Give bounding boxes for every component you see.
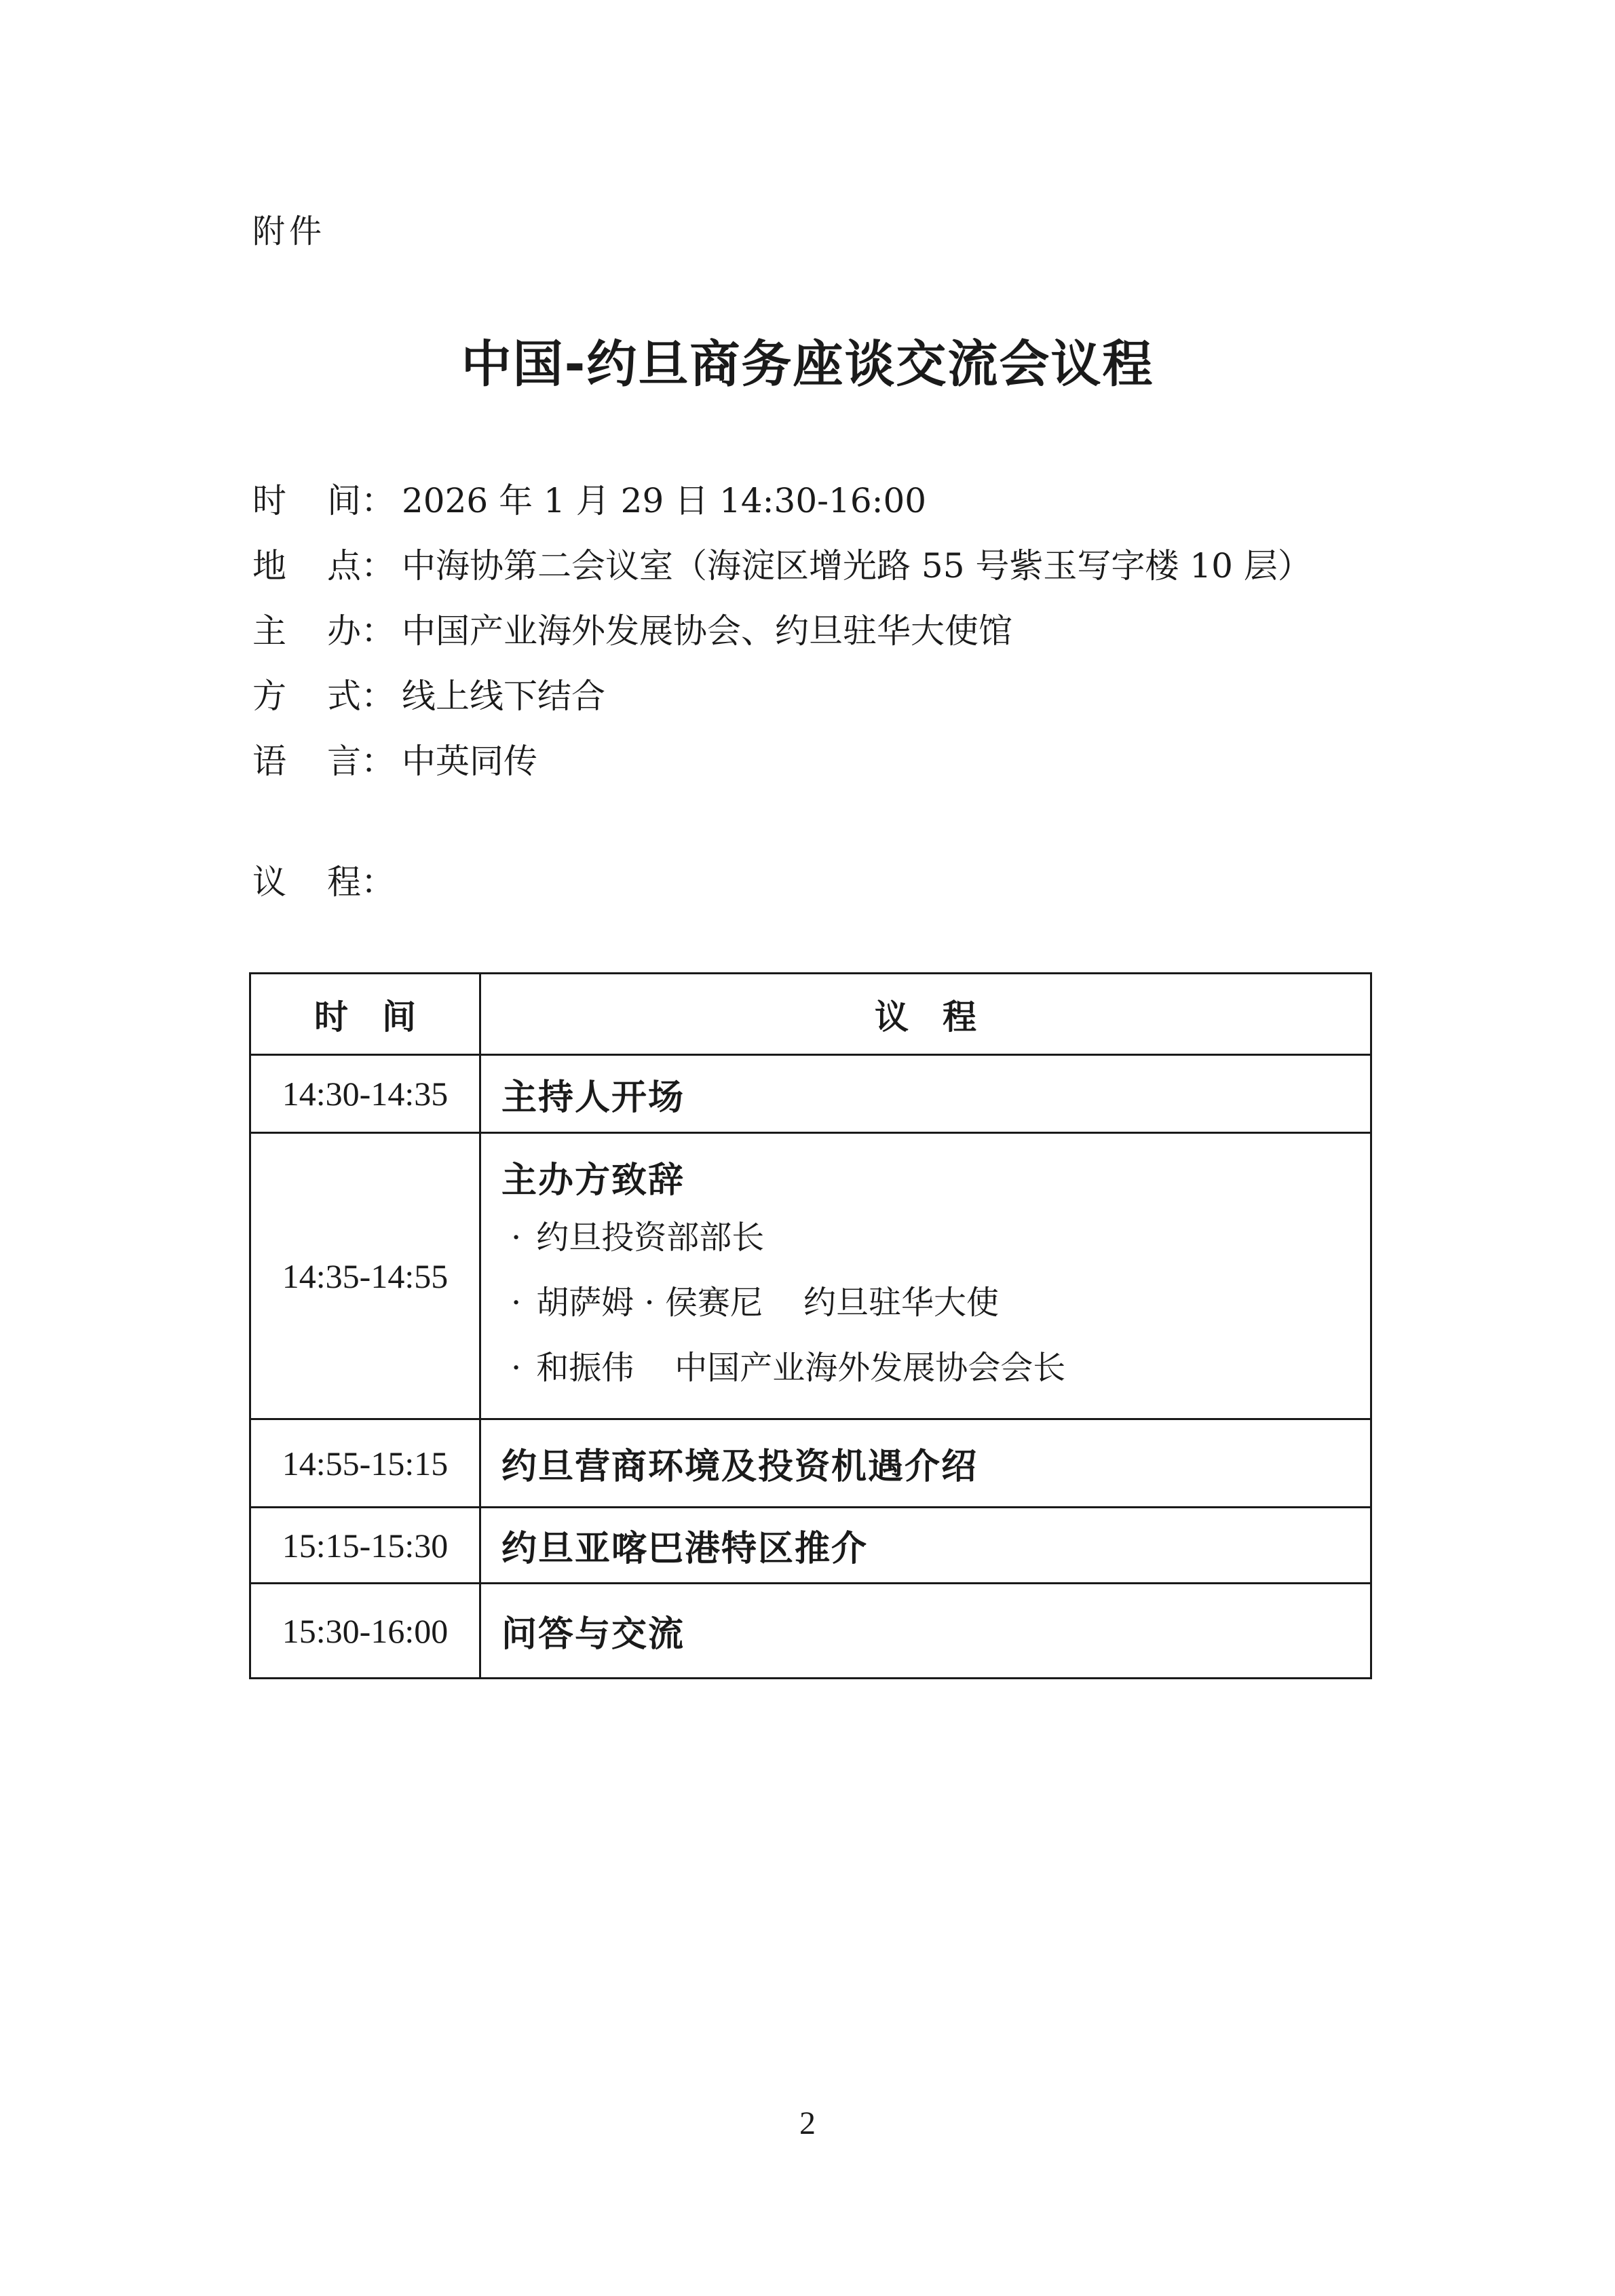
agenda-table [249,972,1372,1679]
speaker-list [501,1205,1370,1400]
info-key: 主 办： [252,611,395,651]
row-title: 主办方致辞 [501,1160,685,1201]
info-row-format [252,664,1312,729]
info-key: 地 点： [252,546,395,586]
header-time: 时间 [250,974,480,1055]
attachment-label: 附件 [252,212,326,250]
info-row-time [252,468,1312,533]
table-row [250,1133,1371,1419]
row-title: 约旦亚喀巴港特区推介 [501,1529,869,1569]
info-value-location: 中海协第二会议室（海淀区增光路 55 号紫玉写字楼 10 层） [402,546,1312,586]
page-number: 2 [799,2105,816,2141]
info-row-location [252,533,1312,598]
row-title: 问答与交流 [501,1614,685,1655]
info-key: 方 式： [252,676,395,716]
header-agenda: 议程 [480,974,1371,1055]
info-row-host [252,598,1312,664]
table-row [250,1055,1371,1133]
info-value-language: 中英同传 [402,742,537,781]
row-time: 15:30-16:00 [250,1584,480,1679]
info-key: 时 间： [252,481,395,520]
list-item: · 约旦投资部部长 [511,1219,765,1257]
row-time: 14:35-14:55 [250,1133,480,1419]
row-title: 主持人开场 [501,1077,685,1118]
info-key: 语 言： [252,742,395,781]
agenda-label: 议 程： [252,862,395,902]
info-value-format: 线上线下结合 [402,676,605,716]
table-row [250,1508,1371,1584]
row-title: 约旦营商环境及投资机遇介绍 [501,1447,978,1487]
row-time: 15:15-15:30 [250,1508,480,1584]
info-value-time: 2026 年 1 月 29 日 14:30-16:00 [402,481,927,520]
table-row [250,1419,1371,1508]
table-row [250,1584,1371,1679]
list-item: · 胡萨姆 · 侯赛尼 约旦驻华大使 [511,1284,1000,1322]
info-row-language [252,729,1312,794]
info-value-host: 中国产业海外发展协会、约旦驻华大使馆 [402,611,1012,651]
meeting-info-list [252,468,1312,794]
table-header-row [250,974,1371,1055]
row-time: 14:55-15:15 [250,1419,480,1508]
row-time: 14:30-14:35 [250,1055,480,1133]
list-item: · 和振伟 中国产业海外发展协会会长 [511,1349,1066,1387]
document-title: 中国-约旦商务座谈交流会议程 [461,335,1154,394]
